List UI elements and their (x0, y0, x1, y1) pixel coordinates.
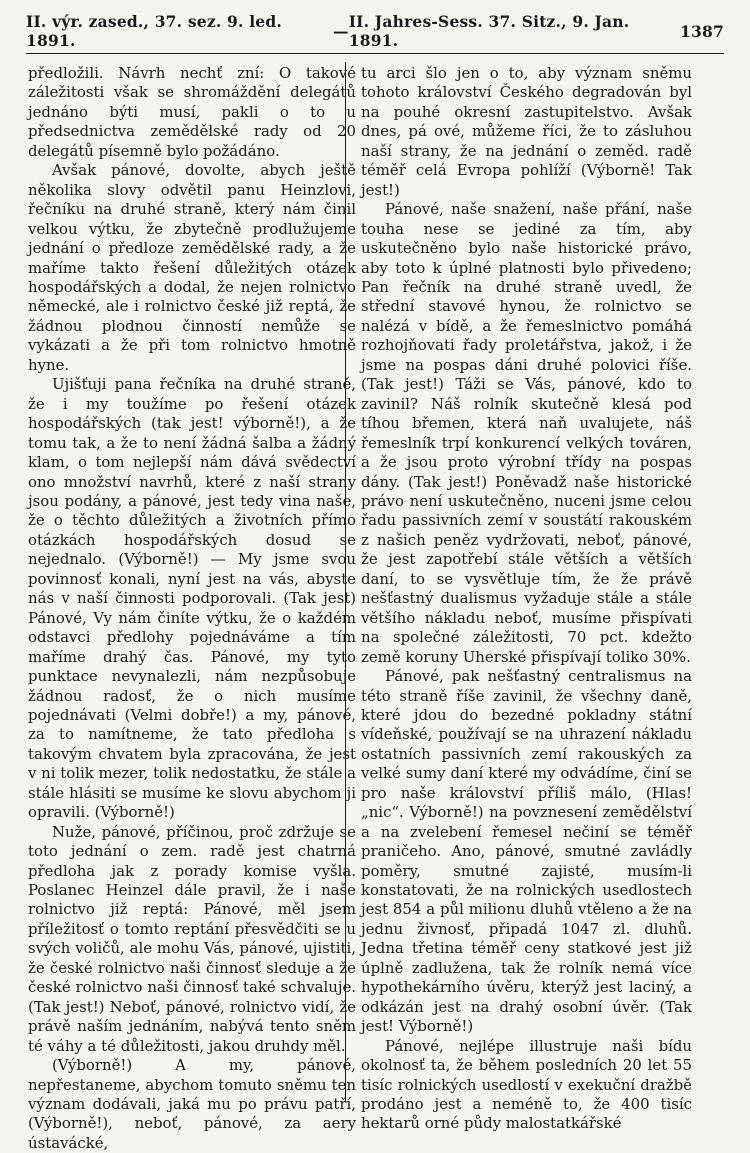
paragraph: Avšak pánové, dovolte, abych ještě několika slovy odvětil panu Heinzlovi, řečníku na druhé straně, který nám činil velkou výtku, že zbytečně prodlužujeme jednání o předloze zemědělské rady, a že maříme takto řešení důležitých otázek hospodářských a dodal, že nejen rolnictvo německé, ale i rolnictvo české již reptá, že žádnou plodnou činností nemůže se vykázati a že při tom rolnictvo hmotně hyne. (28, 161, 356, 374)
paragraph: (Výborně!) A my, pánové, nepřestaneme, abychom tomuto sněmu ten význam dodávali, jaká mu po právu patří, (Výborně!), neboť, pánové, za aery ústavácké, (28, 1056, 356, 1152)
paragraph: Nuže, pánové, příčinou, proč zdržuje se toto jednání o zem. radě jest chatrná předloha jak z porady komise vyšla. Poslanec Heinzel dále pravil, že i naše rolnictvo již reptá: Pánové, měl jsem příležitosť o tomto reptání přesvědčiti se u svých voličů, ale mohu Vás, pánové, ujistiti, že české rolnictvo naši činnosť sleduje a že české rolnictvo naši činnosť také schvaluje. (Tak jest!) Neboť, pánové, rolnictvo vidí, že právě naším jednáním, nabývá tento sněm té váhy a té důležitosti, jakou druhdy měl. (28, 822, 356, 1055)
paragraph: Pánové, naše snažení, naše přání, naše touha nese se jediné za tím, aby uskutečněno bylo naše historické právo, aby toto k úplné platnosti bylo přivedeno; Pan řečník na druhé straně uvedl, že střední stavové hynou, že rolnictvo se nalézá v bídě, a že řemeslnictvo pomáhá rozhojňovati řady proletářstva, jakož, i že jsme na pospas dáni druhé polovici říše. (Tak jest!) Táži se Vás, pánové, kdo to zavinil? Náš rolník skutečně klesá pod tíhou břemen, která naň uvalujete, náš řemeslník trpí konkurencí velkých továren, a že jsou proto výrobní třídy na pospas dány. (Tak jest!) Poněvadž naše historické právo není uskutečněno, nuceni jsme celou řadu passivních zemí v soustátí rakouském z našich peněz vydržovati, neboť, pánové, že jest zapotřebí stále větších a větších daní, to se vysvětluje tím, že že právě nešťastný dualismus vyžaduje stále a stále většího nákladu neboť, musíme přispívati na společné záležitosti, 70 pct. kdežto země koruny Uherské přispívají toliko 30%. (361, 200, 692, 666)
paragraph: předložili. Návrh nechť zní: O takové záležitosti však se shromáždění delegátů jednáno býti musí, pakli o to u předsednictva zemědělské rady od 20 delegátů písemně bylo požádáno. (28, 64, 356, 160)
header-rule (26, 53, 724, 54)
paragraph: Ujišťuji pana řečníka na druhé straně, že i my toužíme po řešení otázek hospodářských (tak jest! výborně!), a že tomu tak, a že to není žádná šalba a žádný klam, o tom nejlepší nám dává svědectví ono množství navrhů, které z naší strany jsou podány, a pánové, jest tedy vina naše, že o těchto důležitých a životních přímo otázkách hospodářských dosud se nejednalo. (Výborně!) — My jsme svou povinnosť konali, nyní jest na vás, abyste nás v naší činnosti podporovali. (Tak jest) Pánové, Vy nám činíte výtku, že o každém odstavci předlohy pojednáváme a tím maříme drahý čas. Pánové, my tyto punktace nevynalezli, nám nezpůsobuje žádnou radosť, že o nich musíme pojednávati (Velmi dobře!) a my, pánové, za to namítneme, že tato předloha s takovým chvatem byla zpracována, že jest v ni tolik mezer, tolik nedostatku, že stále a stále hlásiti se musíme ke slovu abychom ji opravili. (Výborně!) (28, 375, 356, 822)
right-column (361, 64, 692, 1134)
header-czech-citation: II. výr. zased., 37. sez. 9. led. 1891. (26, 12, 283, 50)
header-german-citation: II. Jahres-Sess. 37. Sitz., 9. Jan. 1891. (348, 12, 630, 50)
paragraph: Pánové, pak nešťastný centralismus na této straně říše zavinil, že všechny daně, které jdou do bezedné pokladny státní vídeňské, používají se na uhrazení nákladu ostatních passivních zemí rakouských za velké sumy daní které my odvádíme, činí se pro naše království příliš málo, (Hlas! „nic“. Výborně!) na povznesení zemědělství a na zvelebení řemesel nečiní se téměř praničeho. Ano, pánové, smutné zavládly poměry, smutné zajisté, musím-li konstatovati, že na rolnických usedlostech jest 854 a půl milionu dluhů vtěleno a že na jednu živnosť, připadá 1047 zl. dluhů. Jedna třetina téměř ceny statkové jest již úplně zadlužena, tak že rolník nemá více hypothekárního úvěru, kterýž jest laciný, a odkázán jest na drahý osobní úvěr. (Tak jest! Výborně!) (361, 667, 692, 1036)
paragraph: Pánové, nejlépe illustruje naši bídu okolnosť ta, že během posledních 20 let 55 tisíc rolnických usedlostí v exekuční dražbě prodáno jest a neméně to, že 400 tisíc hektarů orné půdy malostatkářské (361, 1036, 692, 1133)
left-column (28, 64, 356, 1153)
column-divider (345, 62, 346, 1102)
paragraph: tu arci šlo jen o to, aby význam sněmu tohoto království Českého degradován byl na pouhé okresní zastupitelstvo. Avšak dnes, pá ové, můžeme říci, že to zásluhou naší strany, že na jednání o zeměd. radě téměř celá Evropa pohlíží (Výborně! Tak jest!) (361, 64, 692, 199)
running-header (26, 10, 724, 52)
header-dash: — (333, 21, 349, 41)
page-number: 1387 (680, 21, 724, 41)
